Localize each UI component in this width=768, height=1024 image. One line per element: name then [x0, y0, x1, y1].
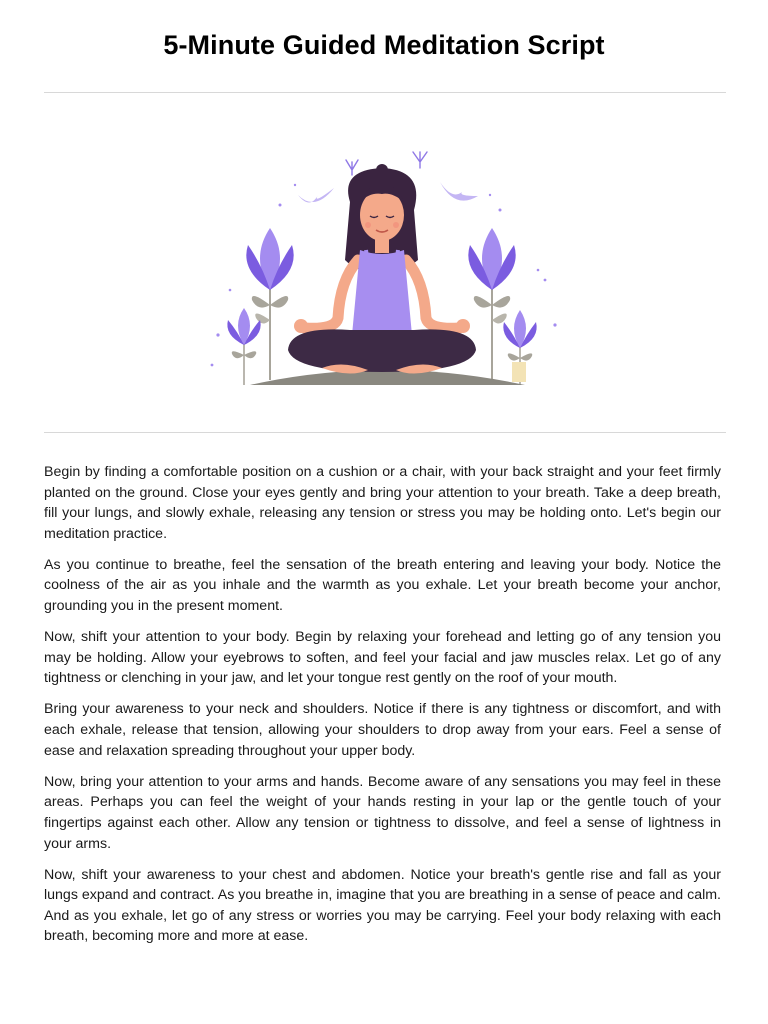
paragraph: Now, shift your awareness to your chest and abdomen. Notice your breath's gentle rise and fall as your lungs expand and contract. As you breathe in, imagine that you are breathing in a sense of peace and calm. And as you exhale, let go of any stress or worries you may be carrying. Feel your body relaxing with each breath, becoming more and more at ease. [44, 866, 721, 945]
bottom-divider [44, 432, 726, 433]
paragraph: Begin by finding a comfortable position on a cushion or a chair, with your back straight and your feet firmly planted on the ground. Close your eyes gently and bring your attention to your breath. Take a deep breath, fill your lungs, and slowly exhale, releasing any tension or stress you may be holding onto. Let's begin our meditation practice. [44, 464, 721, 542]
paragraph: As you continue to breathe, feel the sensation of the breath entering and leaving your body. Notice the coolness of the air as you inhale and the warmth as you exhale. Let your breath become your anchor, grounding you in the present moment. [44, 556, 721, 615]
paragraph: Bring your awareness to your neck and shoulders. Notice if there is any tightness or discomfort, and with each exhale, release that tension, allowing your shoulders to drop away from your ears. Feel a sense of ease and relaxation spreading throughout your upper body. [44, 701, 721, 759]
paragraph: Now, shift your attention to your body. Begin by relaxing your forehead and letting go of any tension you may be holding. Allow your eyebrows to soften, and feel your facial and jaw muscles relax. Let go of any tightness or clenching in your jaw, and let your tongue rest gently on the roof of your mouth. [44, 629, 721, 687]
top-divider [44, 92, 726, 93]
paragraph: Now, bring your attention to your arms and hands. Become aware of any sensations you may feel in these areas. Perhaps you can feel the weight of your hands resting in your lap or the gentle touch of your fingertips against each other. Allow any tension or tightness to dissolve, and feel a sense of lightness in your arms. [44, 773, 721, 852]
page-title: 5-Minute Guided Meditation Script [163, 30, 605, 60]
meditation-script-body [44, 462, 721, 957]
meditating-woman-illustration [200, 140, 570, 400]
